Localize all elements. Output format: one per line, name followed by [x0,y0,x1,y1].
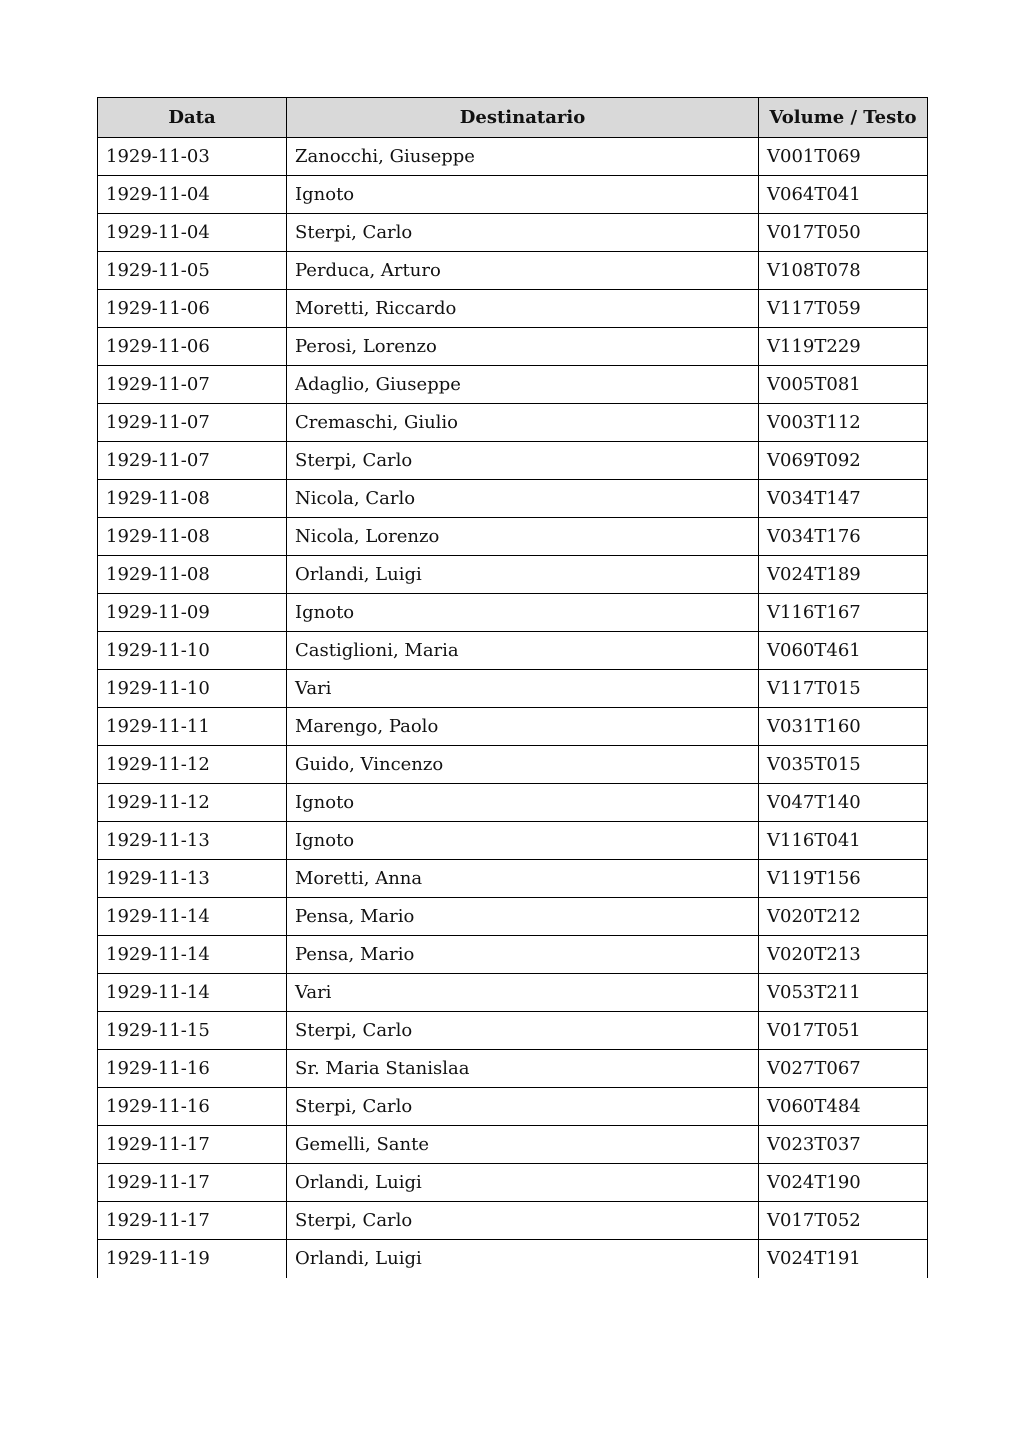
cell-date: 1929-11-14 [98,974,287,1012]
cell-recipient: Orlandi, Luigi [287,556,759,594]
cell-recipient: Moretti, Riccardo [287,290,759,328]
cell-recipient: Sr. Maria Stanislaa [287,1050,759,1088]
cell-recipient: Nicola, Carlo [287,480,759,518]
cell-date: 1929-11-07 [98,366,287,404]
cell-date: 1929-11-16 [98,1088,287,1126]
cell-volume-text: V017T051 [759,1012,928,1050]
cell-volume-text: V017T052 [759,1202,928,1240]
cell-date: 1929-11-10 [98,670,287,708]
cell-volume-text: V034T176 [759,518,928,556]
cell-volume-text: V047T140 [759,784,928,822]
table-row [98,556,928,594]
table-row [98,480,928,518]
cell-date: 1929-11-14 [98,898,287,936]
cell-volume-text: V024T190 [759,1164,928,1202]
cell-recipient: Cremaschi, Giulio [287,404,759,442]
letters-table [97,97,928,1278]
cell-date: 1929-11-04 [98,176,287,214]
table-row [98,176,928,214]
cell-date: 1929-11-17 [98,1126,287,1164]
table-row [98,898,928,936]
cell-date: 1929-11-17 [98,1164,287,1202]
cell-recipient: Castiglioni, Maria [287,632,759,670]
cell-volume-text: V119T156 [759,860,928,898]
cell-volume-text: V116T041 [759,822,928,860]
cell-volume-text: V117T059 [759,290,928,328]
cell-date: 1929-11-08 [98,518,287,556]
table-header [98,98,928,138]
cell-volume-text: V024T189 [759,556,928,594]
cell-recipient: Pensa, Mario [287,936,759,974]
cell-volume-text: V005T081 [759,366,928,404]
header-row [98,98,928,138]
table-row [98,746,928,784]
table-row [98,442,928,480]
cell-volume-text: V024T191 [759,1240,928,1278]
table-row [98,214,928,252]
table-row [98,1240,928,1278]
header-date: Data [98,98,287,138]
cell-date: 1929-11-04 [98,214,287,252]
cell-recipient: Vari [287,974,759,1012]
cell-date: 1929-11-13 [98,822,287,860]
cell-date: 1929-11-16 [98,1050,287,1088]
cell-date: 1929-11-08 [98,556,287,594]
cell-recipient: Adaglio, Giuseppe [287,366,759,404]
cell-volume-text: V001T069 [759,138,928,176]
cell-volume-text: V020T212 [759,898,928,936]
cell-date: 1929-11-07 [98,442,287,480]
cell-volume-text: V108T078 [759,252,928,290]
cell-recipient: Sterpi, Carlo [287,442,759,480]
cell-volume-text: V017T050 [759,214,928,252]
table-row [98,860,928,898]
cell-recipient: Marengo, Paolo [287,708,759,746]
cell-volume-text: V053T211 [759,974,928,1012]
cell-recipient: Ignoto [287,176,759,214]
table-row [98,328,928,366]
table-row [98,1202,928,1240]
cell-recipient: Sterpi, Carlo [287,1088,759,1126]
cell-volume-text: V119T229 [759,328,928,366]
cell-date: 1929-11-10 [98,632,287,670]
table-row [98,594,928,632]
cell-volume-text: V117T015 [759,670,928,708]
cell-date: 1929-11-07 [98,404,287,442]
table-row [98,518,928,556]
table-row [98,290,928,328]
table-row [98,1164,928,1202]
header-recipient: Destinatario [287,98,759,138]
cell-volume-text: V116T167 [759,594,928,632]
cell-recipient: Perosi, Lorenzo [287,328,759,366]
cell-recipient: Guido, Vincenzo [287,746,759,784]
cell-date: 1929-11-12 [98,784,287,822]
cell-recipient: Perduca, Arturo [287,252,759,290]
cell-date: 1929-11-12 [98,746,287,784]
table-row [98,936,928,974]
cell-recipient: Gemelli, Sante [287,1126,759,1164]
table-body [98,138,928,1278]
cell-volume-text: V035T015 [759,746,928,784]
cell-date: 1929-11-17 [98,1202,287,1240]
cell-recipient: Ignoto [287,822,759,860]
cell-volume-text: V060T484 [759,1088,928,1126]
cell-volume-text: V064T041 [759,176,928,214]
table-row [98,404,928,442]
cell-volume-text: V003T112 [759,404,928,442]
cell-date: 1929-11-09 [98,594,287,632]
table-row [98,670,928,708]
cell-date: 1929-11-06 [98,290,287,328]
cell-volume-text: V020T213 [759,936,928,974]
table-row [98,1012,928,1050]
cell-recipient: Ignoto [287,594,759,632]
cell-date: 1929-11-03 [98,138,287,176]
cell-recipient: Zanocchi, Giuseppe [287,138,759,176]
cell-date: 1929-11-11 [98,708,287,746]
table-row [98,366,928,404]
table-row [98,822,928,860]
cell-date: 1929-11-14 [98,936,287,974]
table-row [98,138,928,176]
cell-recipient: Sterpi, Carlo [287,214,759,252]
table-row [98,1050,928,1088]
table-row [98,784,928,822]
table-row [98,252,928,290]
cell-volume-text: V027T067 [759,1050,928,1088]
cell-recipient: Orlandi, Luigi [287,1240,759,1278]
cell-volume-text: V034T147 [759,480,928,518]
cell-recipient: Ignoto [287,784,759,822]
cell-date: 1929-11-08 [98,480,287,518]
cell-date: 1929-11-13 [98,860,287,898]
table-row [98,632,928,670]
cell-recipient: Moretti, Anna [287,860,759,898]
cell-recipient: Nicola, Lorenzo [287,518,759,556]
cell-date: 1929-11-19 [98,1240,287,1278]
cell-volume-text: V069T092 [759,442,928,480]
cell-recipient: Pensa, Mario [287,898,759,936]
header-volume-text: Volume / Testo [759,98,928,138]
cell-recipient: Sterpi, Carlo [287,1202,759,1240]
cell-volume-text: V023T037 [759,1126,928,1164]
cell-date: 1929-11-05 [98,252,287,290]
cell-recipient: Orlandi, Luigi [287,1164,759,1202]
cell-volume-text: V031T160 [759,708,928,746]
cell-date: 1929-11-15 [98,1012,287,1050]
cell-recipient: Sterpi, Carlo [287,1012,759,1050]
cell-date: 1929-11-06 [98,328,287,366]
table-row [98,974,928,1012]
table-row [98,708,928,746]
cell-volume-text: V060T461 [759,632,928,670]
table-row [98,1126,928,1164]
table-row [98,1088,928,1126]
cell-recipient: Vari [287,670,759,708]
